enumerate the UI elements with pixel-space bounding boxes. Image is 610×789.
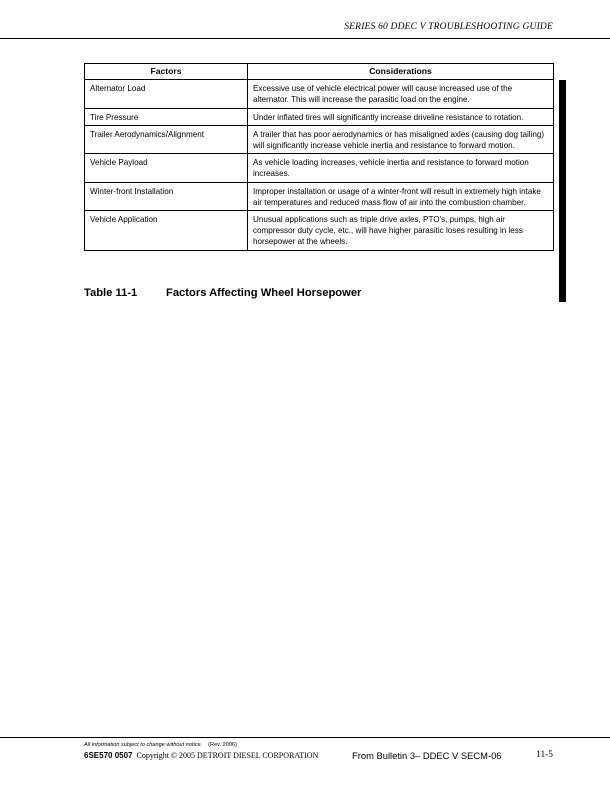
header-rule bbox=[0, 38, 610, 39]
factor-cell: Tire Pressure bbox=[85, 108, 248, 125]
footer-doc-info bbox=[84, 751, 318, 760]
factors-table bbox=[84, 63, 554, 251]
table-row bbox=[85, 125, 554, 153]
footer-copyright: Copyright © 2005 DETROIT DIESEL CORPORATION bbox=[136, 751, 319, 760]
footer-notice-text: All information subject to change without notice. bbox=[84, 742, 203, 748]
footer-bulletin: From Bulletin 3– DDEC V SECM-06 bbox=[352, 750, 502, 761]
table-row bbox=[85, 154, 554, 182]
table-row bbox=[85, 80, 554, 108]
column-header-factors: Factors bbox=[85, 64, 248, 80]
table-caption-title: Factors Affecting Wheel Horsepower bbox=[166, 287, 362, 299]
footer-notice bbox=[84, 742, 237, 748]
consideration-cell: Improper installation or usage of a winter-front will result in extremely high intake air temperatures and reduced mass flow of air into the combustion chamber. bbox=[248, 182, 554, 210]
revision-change-bar bbox=[559, 80, 566, 302]
consideration-cell: As vehicle loading increases, vehicle inertia and resistance to forward motion increases. bbox=[248, 154, 554, 182]
footer-revision: (Rev. 2006) bbox=[208, 742, 237, 748]
factor-cell: Vehicle Application bbox=[85, 211, 248, 251]
table-header-row bbox=[85, 64, 554, 80]
table-caption bbox=[84, 287, 361, 299]
consideration-cell: Excessive use of vehicle electrical power will cause increased use of the alternator. This will increase the parasitic load on the engine. bbox=[248, 80, 554, 108]
table-row bbox=[85, 182, 554, 210]
footer-rule bbox=[0, 737, 610, 738]
consideration-cell: Under inflated tires will significantly increase driveline resistance to rotation. bbox=[248, 108, 554, 125]
consideration-cell: A trailer that has poor aerodynamics or has misaligned axles (causing dog tailing) will significantly increase vehicle inertia and resistance to forward motion. bbox=[248, 125, 554, 153]
consideration-cell: Unusual applications such as triple drive axles, PTO's, pumps, high air compressor duty cycle, etc., will have higher parasitic loses resulting in less horsepower at the wheels. bbox=[248, 211, 554, 251]
factor-cell: Trailer Aerodynamics/Alignment bbox=[85, 125, 248, 153]
table-caption-number: Table 11-1 bbox=[84, 287, 138, 299]
table-row bbox=[85, 211, 554, 251]
running-header: SERIES 60 DDEC V TROUBLESHOOTING GUIDE bbox=[344, 22, 553, 32]
factor-cell: Alternator Load bbox=[85, 80, 248, 108]
table-row bbox=[85, 108, 554, 125]
factor-cell: Winter-front Installation bbox=[85, 182, 248, 210]
column-header-considerations: Considerations bbox=[248, 64, 554, 80]
factor-cell: Vehicle Payload bbox=[85, 154, 248, 182]
footer-doc-code: 6SE570 0507 bbox=[84, 751, 133, 760]
page-number: 11-5 bbox=[536, 750, 553, 760]
